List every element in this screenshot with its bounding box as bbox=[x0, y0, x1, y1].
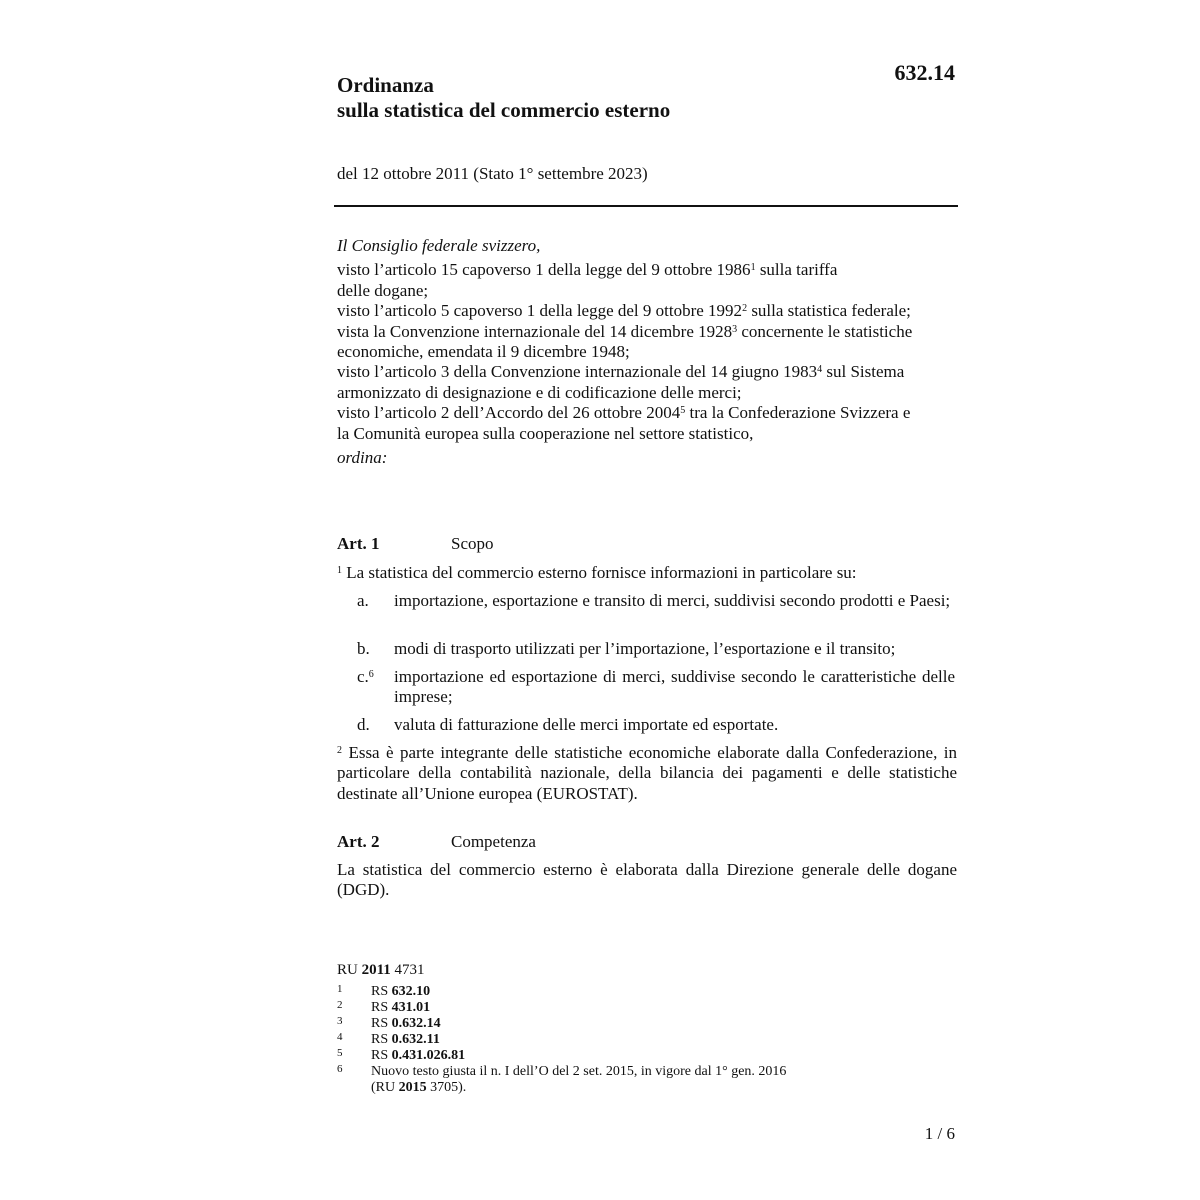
list-item-text: modi di trasporto utilizzati per l’importazione, l’esportazione e il transito; bbox=[394, 639, 896, 658]
article-2-number: Art. 2 bbox=[337, 832, 380, 851]
recital-3: vista la Convenzione internazionale del 14 dicembre 1928$^3$ concernente le statistiche bbox=[337, 321, 913, 341]
list-item-text: importazione, esportazione e transito di merci, suddivisi secondo prodotti e Paesi; bbox=[394, 591, 951, 610]
article-1-paragraph-2: $^2$ Essa è parte integrante delle statistiche economiche elaborate dalla Confederazione, in particolare della contabilità nazionale, della bilancia dei pagamenti e delle statistiche destinate all’Unione europea (EUROSTAT). bbox=[337, 743, 957, 803]
paragraph-number: 2 bbox=[337, 745, 342, 756]
page-number: 1 / 6 bbox=[924, 1124, 955, 1143]
article-1-heading bbox=[337, 534, 494, 554]
list-item-label: a. bbox=[357, 591, 369, 610]
article-2-heading bbox=[337, 832, 536, 852]
footnote-ref-2[interactable]: 2 bbox=[742, 303, 748, 315]
recital-4: visto l’articolo 3 della Convenzione internazionale del 14 giugno 1983$^4$ sul Sistema bbox=[337, 362, 905, 382]
title-line-2: sulla statistica del commercio esterno bbox=[337, 98, 671, 122]
preamble bbox=[337, 236, 957, 468]
footnote-ref-6[interactable]: 6 bbox=[368, 669, 374, 680]
recital-4-cont: armonizzato di designazione e di codificazione delle merci; bbox=[337, 382, 742, 402]
footnote-ref-3[interactable]: 3 bbox=[732, 323, 738, 335]
recital-3-cont: economiche, emendata il 9 dicembre 1948; bbox=[337, 342, 630, 362]
document-number: 632.14 bbox=[894, 60, 955, 85]
footnote-ru-reference: RU 2011 4731 bbox=[337, 962, 425, 978]
list-item-text: valuta di fatturazione delle merci importate ed esportate. bbox=[394, 715, 779, 734]
article-1-title: Scopo bbox=[451, 534, 494, 553]
header-divider bbox=[334, 205, 958, 207]
article-2-text: La statistica del commercio esterno è elaborata dalla Direzione generale delle dogane (DGD). bbox=[337, 860, 957, 900]
document-page: 632.14 Ordinanza sulla statistica del commercio esterno del 12 ottobre 2011 (Stato 1° settembre 2023) Il Consiglio federale svizzero, visto l’articolo 15 capoverso 1 della legge del 9 ottobre 1986$^1$ sulla tariffa delle dogane; visto l’articolo 5 capoverso 1 della legge del 9 ottobre 1992$^2$ sulla statistica federale; vista la Convenzione internazionale del 14 dicembre 1928$^3$ concernente le statistiche economiche, emendata il 9 dicembre 1948; visto l’articolo 3 della Convenzione internazionale del 14 giugno 1983$^4$ sul Sistema armonizzato di designazione e di codificazione delle merci; visto l’articolo 2 dell’Accordo del 26 ottobre 2004$^5$ tra la Confederazione Svizzera e la Comunità europea sulla cooperazione nel settore statistico, ordina: Art. 1 Scopo $^1$ La statistica del commercio esterno fornisce informazioni in particolare su: a. importazione, esportazione e transito di merci, suddivisi secondo prodotti e Paesi; b. modi di trasporto utilizzati per l’importazione, l’esportazione e il transito; c.$^6$ importazione ed esportazione di merci, suddivise secondo le caratteristiche delle imprese; d. valuta di fatturazione delle merci importate ed esportate. $^2$ Essa è parte integrante delle statistiche economiche elaborate dalla Confederazione, in particolare della contabilità nazionale, della bilancia dei pagamenti e delle statistiche destinate all’Unione europea (EUROSTAT). Art. 2 Competenza La statistica del commercio esterno è elaborata dalla Direzione generale delle dogane (DGD). RU 2011 4731 1 RS 632.10 2 RS 431.01 3 RS 0.632.14 4 RS 0.632.11 5 RS 0.431.026.81 6 Nuovo testo giusta il n. I dell’O del 2 set. 2015, in vigore dal 1° gen. 2016 (RU 2015 3705). 1 / 6 bbox=[0, 0, 1200, 1200]
list-item-label: b. bbox=[357, 639, 370, 658]
recital-2: visto l’articolo 5 capoverso 1 della legge del 9 ottobre 1992$^2$ sulla statistica federale; bbox=[337, 301, 911, 321]
preamble-ordina: ordina: bbox=[337, 448, 388, 468]
title-line-1: Ordinanza bbox=[337, 73, 434, 97]
article-2-title: Competenza bbox=[451, 832, 536, 851]
recital-1-cont: delle dogane; bbox=[337, 280, 429, 300]
article-1-number: Art. 1 bbox=[337, 534, 380, 553]
recital-5-cont: la Comunità europea sulla cooperazione nel settore statistico, bbox=[337, 423, 754, 443]
recital-5: visto l’articolo 2 dell’Accordo del 26 ottobre 2004$^5$ tra la Confederazione Svizzera e bbox=[337, 403, 911, 423]
list-item-label: d. bbox=[357, 715, 370, 734]
page-title bbox=[337, 73, 670, 123]
footnote-ref-1[interactable]: 1 bbox=[750, 262, 756, 274]
preamble-authority: Il Consiglio federale svizzero, bbox=[337, 236, 541, 255]
paragraph-number: 1 bbox=[337, 565, 342, 576]
list-item-text: importazione ed esportazione di merci, suddivise secondo le caratteristiche delle imprese; bbox=[394, 667, 955, 707]
document-date: del 12 ottobre 2011 (Stato 1° settembre 2023) bbox=[337, 164, 648, 183]
recital-1: visto l’articolo 15 capoverso 1 della legge del 9 ottobre 1986$^1$ sulla tariffa bbox=[337, 260, 838, 280]
list-item-label: c.$^6$ bbox=[357, 667, 374, 686]
footnote-ref-5[interactable]: 5 bbox=[680, 405, 686, 417]
article-1-paragraph-1: $^1$ La statistica del commercio esterno fornisce informazioni in particolare su: bbox=[337, 563, 857, 582]
footnote-ref-4[interactable]: 4 bbox=[817, 364, 823, 376]
